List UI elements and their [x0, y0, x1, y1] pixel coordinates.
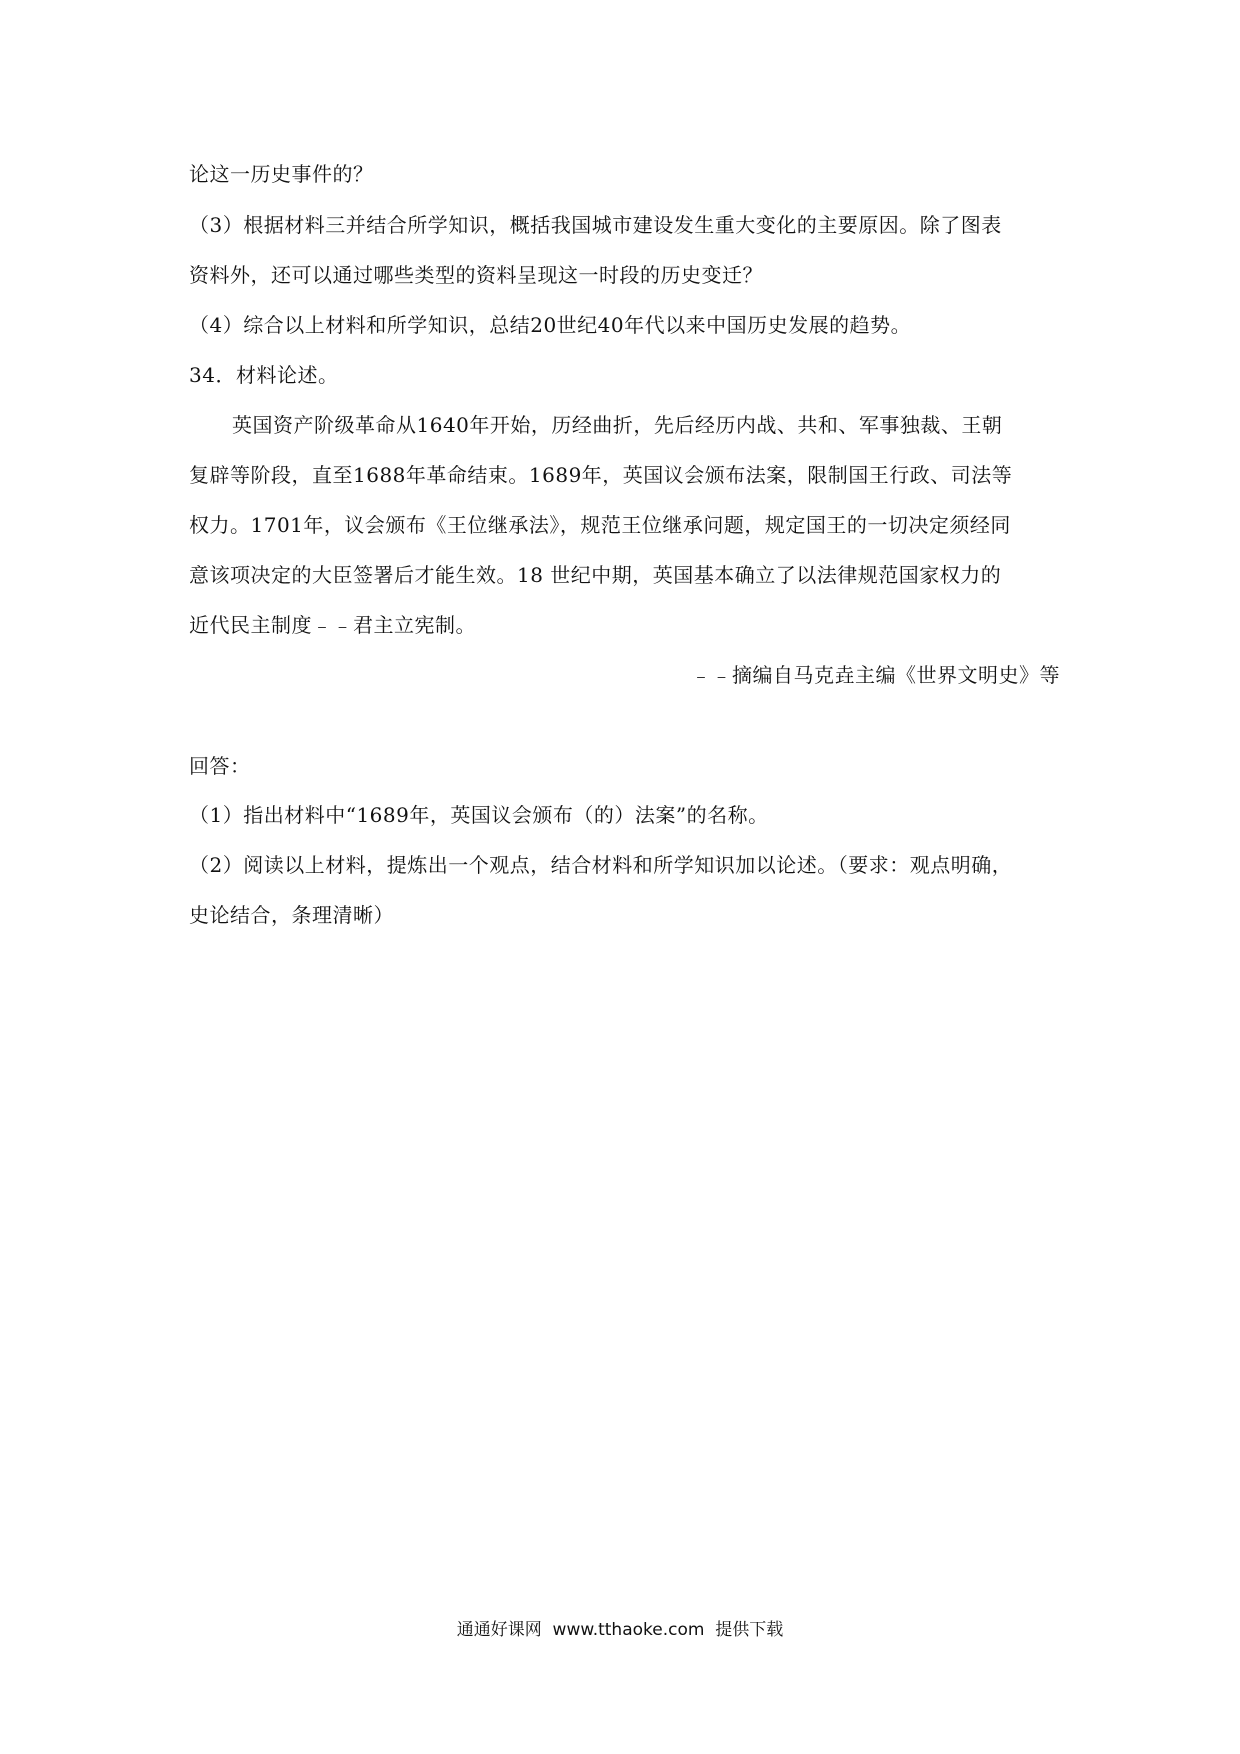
- question-4: （4）综合以上材料和所学知识，总结20世纪40年代以来中国历史发展的趋势。: [189, 313, 912, 337]
- material-paragraph-line-3: 权力。1701年，议会颁布《王位继承法》，规范王位继承问题，规定国王的一切决定须经同: [189, 513, 1011, 537]
- sub-question-2-line-1: （2）阅读以上材料，提炼出一个观点，结合材料和所学知识加以论述。（要求：观点明确，: [189, 853, 1013, 877]
- page-footer: 通通好课网 www.tthaoke.com 提供下载: [456, 1620, 784, 1640]
- material-paragraph-line-4: 意该项决定的大臣签署后才能生效。18 世纪中期，英国基本确立了以法律规范国家权力的: [189, 563, 1002, 587]
- material-paragraph-line-5: 近代民主制度﹣﹣君主立宪制。: [189, 613, 476, 637]
- question-3-line-1: （3）根据材料三并结合所学知识，概括我国城市建设发生重大变化的主要原因。除了图表: [189, 213, 1002, 237]
- material-paragraph-line-1: 英国资产阶级革命从1640年开始，历经曲折，先后经历内战、共和、军事独裁、王朝: [232, 413, 1003, 437]
- material-paragraph-line-2: 复辟等阶段，直至1688年革命结束。1689年，英国议会颁布法案，限制国王行政、司法等: [189, 463, 1013, 487]
- question-3-line-2: 资料外，还可以通过哪些类型的资料呈现这一时段的历史变迁？: [189, 263, 763, 287]
- source-citation: ﹣﹣摘编自马克垚主编《世界文明史》等: [691, 663, 1060, 687]
- sub-question-2-line-2: 史论结合，条理清晰）: [189, 903, 394, 927]
- sub-question-1: （1）指出材料中“1689年，英国议会颁布（的）法案”的名称。: [189, 803, 769, 827]
- question-continuation: 论这一历史事件的？: [189, 162, 374, 186]
- answer-heading: 回答：: [189, 754, 251, 778]
- question-34-heading: 34．材料论述。: [189, 363, 339, 387]
